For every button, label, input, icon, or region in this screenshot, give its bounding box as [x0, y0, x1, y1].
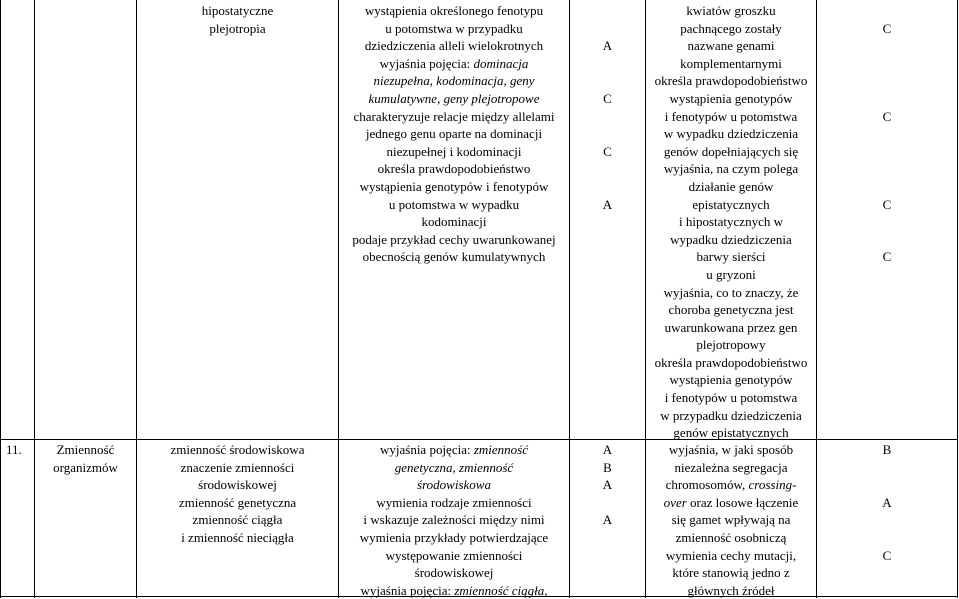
text-segment: dziedziczenia alleli wielokrotnych — [364, 38, 544, 54]
text-segment: głównych źródeł — [687, 582, 775, 598]
cell-line — [339, 108, 569, 126]
text-segment: zmienność osobniczą — [675, 529, 787, 545]
text-segment: niezupełnej i kodominacji — [386, 143, 522, 159]
text-segment: występowanie zmienności — [385, 547, 523, 563]
cell-line — [339, 441, 569, 459]
text-segment: komplementarnymi — [680, 55, 782, 71]
cell-line: C — [603, 143, 612, 159]
text-segment: niezależna segregacja — [674, 459, 788, 475]
cell-line — [646, 2, 816, 20]
cell-line — [817, 213, 957, 231]
cell-line: Zmienność — [56, 442, 115, 457]
cell-line: środowiskowej — [198, 477, 277, 493]
cell-line — [646, 231, 816, 249]
cell-line — [646, 284, 816, 302]
cell-line — [646, 389, 816, 407]
cell-line — [570, 108, 645, 126]
text-segment: u potomstwa w wypadku — [388, 196, 520, 212]
cell-line — [339, 55, 569, 73]
text-segment: wyjaśnia pojęcia: — [379, 442, 474, 457]
requirements-cell — [646, 2, 816, 442]
cell-line — [646, 511, 816, 529]
cell-line — [339, 248, 569, 266]
cell-line — [646, 108, 816, 126]
text-segment: epistatycznych — [692, 196, 770, 212]
cell-line: A — [602, 442, 613, 457]
cell-line — [646, 494, 816, 512]
cell-line — [817, 90, 957, 108]
cell-line — [339, 178, 569, 196]
cell-line: C — [882, 20, 892, 36]
cell-line — [570, 494, 645, 512]
section-cell — [35, 441, 136, 476]
italic-term: kumulatywne, geny plejotropowe — [368, 90, 540, 106]
text-segment: obecnością genów kumulatywnych — [362, 249, 546, 265]
cell-line — [339, 90, 569, 108]
cell-line — [646, 459, 816, 477]
cell-line — [646, 582, 816, 599]
cell-line — [646, 547, 816, 565]
cell-line — [817, 55, 957, 73]
cell-line — [646, 55, 816, 73]
cell-line — [646, 90, 816, 108]
text-segment: określa prawdopodobieństwo — [654, 73, 808, 89]
cell-line — [339, 564, 569, 582]
cell-line — [339, 196, 569, 214]
cell-line — [817, 231, 957, 249]
text-segment: kwiatów groszku — [686, 3, 776, 18]
requirements-cell — [646, 441, 816, 599]
table-border-left — [0, 0, 1, 598]
cell-line: zmienność ciągła — [192, 512, 283, 528]
cell-line: zmienność środowiskowa — [170, 442, 305, 457]
cell-line: C — [882, 249, 892, 265]
cell-line — [339, 143, 569, 161]
text-segment: charakteryzuje relacje między allelami — [353, 108, 555, 124]
cell-line — [339, 511, 569, 529]
cell-line: A — [602, 512, 613, 528]
cell-line — [817, 459, 957, 477]
category-cell — [817, 2, 957, 266]
text-segment: wyjaśnia pojęcia: — [379, 55, 474, 71]
cell-line: C — [603, 90, 612, 106]
italic-term: zmienność ciągła, — [454, 582, 548, 598]
cell-line — [339, 20, 569, 38]
text-segment: wystąpienia genotypów — [669, 372, 793, 388]
requirements-cell — [339, 441, 569, 599]
cell-line — [339, 213, 569, 231]
text-segment: uwarunkowana przez gen — [664, 319, 798, 335]
italic-term: genetyczna, zmienność — [394, 459, 514, 475]
cell-line: A — [602, 477, 613, 493]
cell-line — [570, 2, 645, 20]
cell-line — [339, 2, 569, 20]
text-segment: barwy sierści — [696, 249, 766, 265]
cell-line — [339, 125, 569, 143]
cell-line: C — [882, 547, 892, 563]
text-segment: jednego genu oparte na dominacji — [365, 126, 543, 142]
text-segment: u gryzoni — [706, 266, 756, 282]
cell-line — [646, 248, 816, 266]
cell-line: organizmów — [53, 459, 118, 475]
category-cell — [570, 2, 645, 213]
cell-line: C — [882, 108, 892, 124]
cell-line — [570, 160, 645, 178]
text-segment: i fenotypów u potomstwa — [664, 390, 798, 406]
cell-line: plejotropia — [209, 20, 266, 36]
row-number: 11. — [6, 442, 22, 457]
text-segment: u potomstwa w przypadku — [385, 20, 523, 36]
italic-term: dominacja — [473, 55, 529, 71]
cell-line: C — [882, 196, 892, 212]
cell-line — [339, 72, 569, 90]
cell-line — [817, 37, 957, 55]
text-segment: wymienia cechy mutacji, — [665, 547, 797, 563]
italic-term: over — [663, 494, 687, 510]
cell-line: A — [602, 196, 613, 212]
cell-line — [817, 178, 957, 196]
italic-term: środowiskowa — [417, 477, 491, 493]
text-segment: choroba genetyczna jest — [668, 302, 794, 318]
text-segment: oraz losowe łączenie — [686, 494, 799, 510]
text-segment: plejotropowy — [696, 337, 766, 353]
cell-line: B — [603, 459, 612, 475]
text-segment: środowiskowej — [414, 565, 494, 581]
cell-line — [817, 529, 957, 547]
cell-line — [646, 441, 816, 459]
text-segment: wyjaśnia, na czym polega — [663, 161, 799, 177]
cell-line — [817, 511, 957, 529]
cell-line — [646, 319, 816, 337]
cell-line — [646, 564, 816, 582]
cell-line — [646, 37, 816, 55]
cell-line: A — [602, 38, 613, 54]
text-segment: nazwane genami — [687, 38, 775, 54]
cell-line — [646, 196, 816, 214]
text-segment: pachnącego zostały — [680, 20, 782, 36]
text-segment: genów epistatycznych — [673, 425, 789, 441]
cell-line — [339, 459, 569, 477]
text-segment: określa prawdopodobieństwo — [654, 354, 808, 370]
text-segment: wystąpienia genotypów — [669, 90, 793, 106]
cell-line — [646, 301, 816, 319]
cell-line — [646, 160, 816, 178]
cell-line — [339, 494, 569, 512]
text-segment: działanie genów — [688, 178, 774, 194]
cell-line — [817, 143, 957, 161]
cell-line: i zmienność nieciągła — [181, 529, 294, 545]
cell-line — [339, 476, 569, 494]
text-segment: się gamet wpływają na — [671, 512, 791, 528]
text-segment: w wypadku dziedziczenia — [663, 126, 799, 142]
cell-line — [339, 231, 569, 249]
italic-term: niezupełna, kodominacja, geny — [373, 73, 535, 89]
italic-term: zmienność — [473, 442, 529, 457]
cell-line — [570, 178, 645, 196]
cell-line — [646, 20, 816, 38]
cell-line — [646, 266, 816, 284]
cell-line — [817, 72, 957, 90]
cell-line — [570, 72, 645, 90]
text-segment: genów dopełniających się — [663, 143, 799, 159]
cell-line: A — [882, 494, 892, 510]
text-segment: i fenotypów u potomstwa — [664, 108, 798, 124]
requirements-cell — [339, 2, 569, 266]
text-segment: które stanowią jedno z — [672, 565, 790, 581]
cell-line — [339, 37, 569, 55]
text-segment: wystąpienia określonego fenotypu — [364, 3, 544, 18]
cell-line — [646, 424, 816, 442]
text-segment: podaje przykład cechy uwarunkowanej — [352, 231, 556, 247]
text-segment: wymienia przykłady potwierdzające — [359, 529, 549, 545]
cell-line — [817, 160, 957, 178]
cell-line: B — [882, 442, 892, 457]
cell-line — [646, 125, 816, 143]
text-segment: wyjaśnia pojęcia: — [360, 582, 455, 598]
cell-line — [817, 2, 957, 20]
cell-line: zmienność genetyczna — [178, 494, 297, 510]
topic-cell — [137, 441, 338, 547]
text-segment: i wskazuje zależności między nimi — [363, 512, 545, 528]
italic-term: crossing- — [748, 477, 797, 493]
cell-line — [646, 178, 816, 196]
cell-line — [339, 547, 569, 565]
category-cell — [817, 441, 957, 564]
cell-line — [646, 143, 816, 161]
text-segment: określa prawdopodobieństwo — [377, 161, 531, 177]
text-segment: wyjaśnia, co to znaczy, że — [663, 284, 799, 300]
category-cell — [570, 441, 645, 529]
cell-line — [646, 213, 816, 231]
cell-line — [646, 371, 816, 389]
text-segment: wyjaśnia, w jaki sposób — [668, 442, 794, 457]
cell-line — [570, 20, 645, 38]
text-segment: wymienia rodzaje zmienności — [376, 494, 532, 510]
text-segment: wystąpienia genotypów i fenotypów — [359, 178, 549, 194]
text-segment: chromosomów, — [665, 477, 749, 493]
cell-line — [339, 529, 569, 547]
cell-line: znaczenie zmienności — [180, 459, 295, 475]
cell-line — [646, 407, 816, 425]
cell-line — [570, 55, 645, 73]
cell-line — [646, 336, 816, 354]
cell-line — [817, 125, 957, 143]
text-segment: wypadku dziedziczenia — [670, 231, 792, 247]
cell-line — [339, 160, 569, 178]
text-segment: i hipostatycznych w — [679, 214, 783, 230]
cell-line — [646, 72, 816, 90]
text-segment: kodominacji — [421, 214, 487, 230]
table-border-right — [957, 0, 958, 598]
cell-line: hipostatyczne — [201, 3, 274, 18]
cell-line — [646, 476, 816, 494]
cell-line — [339, 582, 569, 599]
column-divider — [34, 0, 35, 598]
cell-line — [570, 125, 645, 143]
topic-cell — [137, 2, 338, 37]
cell-line — [646, 529, 816, 547]
cell-line — [646, 354, 816, 372]
cell-line — [817, 476, 957, 494]
text-segment: w przypadku dziedziczenia — [660, 407, 802, 423]
